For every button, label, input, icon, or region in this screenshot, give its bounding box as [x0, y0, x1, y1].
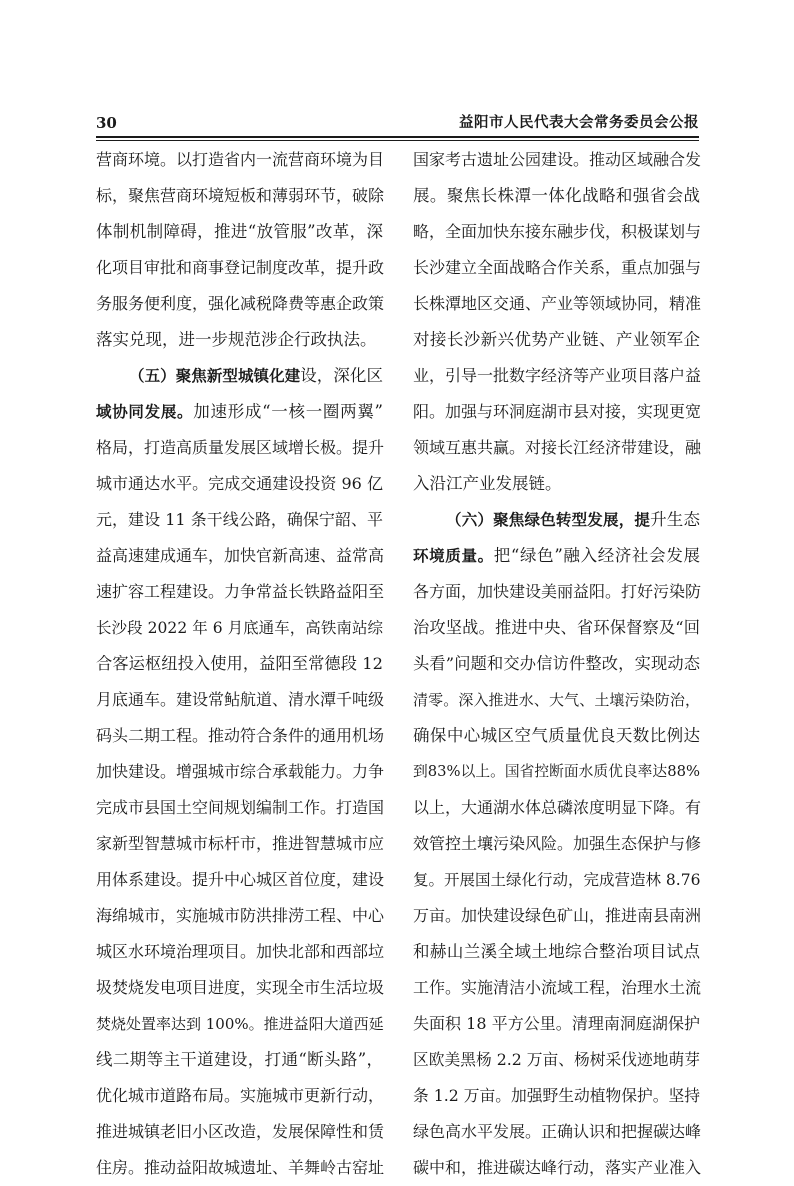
text-line: 清零。深入推进水、大气、土壤污染防治， — [413, 691, 701, 709]
text-line: 确保中心城区空气质量优良天数比例达 — [413, 726, 701, 745]
text-line: 月底通车。建设常鲇航道、清水潭千吨级 — [96, 690, 385, 709]
text-line: 化项目审批和商事登记制度改革，提升政 — [96, 258, 385, 277]
header-rule-thin — [96, 140, 699, 141]
text-line: 体制机制障碍，推进“放管服”改革，深 — [96, 222, 384, 241]
text-line: 碳中和，推进碳达峰行动，落实产业准入 — [413, 1158, 702, 1177]
section-heading-text: 域协同发展。 — [96, 403, 194, 421]
section-heading-text: （六）聚焦绿色转型发展，提 — [446, 511, 651, 529]
text-line: 长沙建立全面战略合作关系，重点加强与 — [413, 258, 702, 277]
text-line: 到83%以上。国省控断面水质优良率达88% — [413, 763, 700, 780]
body-text: 设，深化区 — [300, 366, 384, 385]
text-line: 区欧美黑杨 2.2 万亩、杨树采伐迹地萌芽 — [413, 1050, 701, 1069]
text-line: 长沙段 2022 年 6 月底通车，高铁南站综 — [96, 619, 384, 637]
text-line: 略，全面加快东接东融步伐，积极谋划与 — [413, 222, 702, 241]
text-line: 推进城镇老旧小区改造，发展保障性和赁 — [96, 1122, 385, 1141]
text-line: 营商环境。以打造省内一流营商环境为目 — [96, 150, 385, 169]
text-line: 加快建设。增强城市综合承载能力。力争 — [96, 762, 385, 781]
text-line: 失面积 18 平方公里。清理南洞庭湖保护 — [413, 1014, 701, 1033]
text-line: 头看”问题和交办信访件整改，实现动态 — [413, 654, 701, 673]
journal-title: 益阳市人民代表大会常务委员会公报 — [459, 115, 699, 131]
text-line: 优化城市道路布局。实施城市更新行动， — [96, 1086, 385, 1105]
section-heading-text: 环境质量。 — [413, 547, 494, 565]
text-line: 展。聚焦长株潭一体化战略和强省会战 — [413, 186, 701, 205]
header-rule-thick — [96, 136, 699, 138]
body-text: 加速形成“一核一圈两翼” — [193, 402, 384, 421]
text-line: 阳。加强与环洞庭湖市县对接，实现更宽 — [413, 402, 702, 421]
right-column — [413, 142, 700, 1186]
text-line: 住房。推动益阳故城遗址、羊舞岭古窑址 — [96, 1158, 385, 1177]
text-line: 码头二期工程。推动符合条件的通用机场 — [96, 726, 385, 745]
left-column — [96, 142, 383, 1186]
text-line: 治攻坚战。推进中央、省环保督察及“回 — [413, 618, 701, 637]
text-line: 标，聚焦营商环境短板和薄弱环节，破除 — [96, 186, 385, 205]
body-text: 把“绿色”融入经济社会发展 — [493, 546, 701, 565]
section-heading-text: （五）聚焦新型城镇化建 — [129, 367, 301, 385]
text-line: 对接长沙新兴优势产业链、产业领军企 — [413, 330, 701, 349]
text-line: 益高速建成通车，加快官新高速、益常高 — [96, 546, 385, 565]
text-line: 元，建设 11 条干线公路，确保宁韶、平 — [96, 510, 384, 529]
text-line: 务服务便利度，强化减税降费等惠企政策 — [96, 294, 385, 313]
text-line: 速扩容工程建设。力争常益长铁路益阳至 — [96, 582, 385, 601]
text-line — [413, 538, 700, 574]
text-line: 长株潭地区交通、产业等领域协同，精准 — [413, 294, 702, 313]
text-line — [96, 394, 383, 430]
page-number: 30 — [96, 114, 117, 132]
text-line: 城区水环境治理项目。加快北部和西部垃 — [96, 942, 385, 961]
text-line: 工作。实施清洁小流域工程，治理水土流 — [413, 978, 702, 997]
text-line: 和赫山兰溪全域土地综合整治项目试点 — [413, 942, 701, 961]
body-text: 升生态 — [650, 510, 701, 529]
text-line: 条 1.2 万亩。加强野生动植物保护。坚持 — [413, 1086, 701, 1105]
text-line: 用体系建设。提升中心城区首位度，建设 — [96, 870, 385, 889]
text-line: 绿色高水平发展。正确认识和把握碳达峰 — [413, 1122, 702, 1141]
text-line: 落实兑现，进一步规范涉企行政执法。 — [96, 330, 377, 349]
text-line: 领域互惠共赢。对接长江经济带建设，融 — [413, 438, 702, 457]
text-line: 格局，打造高质量发展区域增长极。提升 — [96, 438, 385, 457]
text-line: 效管控土壤污染风险。加强生态保护与修 — [413, 834, 702, 853]
text-line: 完成市县国土空间规划编制工作。打造国 — [96, 798, 385, 817]
text-line: 线二期等主干道建设，打通“断头路”， — [96, 1050, 384, 1069]
text-line: 业，引导一批数字经济等产业项目落户益 — [413, 366, 702, 385]
text-line — [413, 502, 700, 538]
text-line: 圾焚烧发电项目进度，实现全市生活垃圾 — [96, 978, 385, 997]
text-line: 以上，大通湖水体总磷浓度明显下降。有 — [413, 798, 702, 817]
text-line: 城市通达水平。完成交通建设投资 96 亿 — [96, 474, 384, 493]
text-line: 复。开展国土绿化行动，完成营造林 8.76 — [413, 871, 701, 889]
text-line: 海绵城市，实施城市防洪排涝工程、中心 — [96, 906, 385, 925]
text-line: 焚烧处置率达到 100%。推进益阳大道西延 — [96, 1015, 384, 1033]
page-header — [96, 112, 699, 134]
text-line: 家新型智慧城市标杆市，推进智慧城市应 — [96, 834, 385, 853]
text-line: 万亩。加快建设绿色矿山，推进南县南洲 — [413, 906, 702, 925]
text-line: 国家考古遗址公园建设。推动区域融合发 — [413, 150, 702, 169]
text-line: 入沿江产业发展链。 — [413, 474, 562, 493]
text-line — [96, 358, 383, 394]
text-line: 各方面，加快建设美丽益阳。打好污染防 — [413, 582, 702, 601]
text-line: 合客运枢纽投入使用，益阳至常德段 12 — [96, 654, 384, 673]
